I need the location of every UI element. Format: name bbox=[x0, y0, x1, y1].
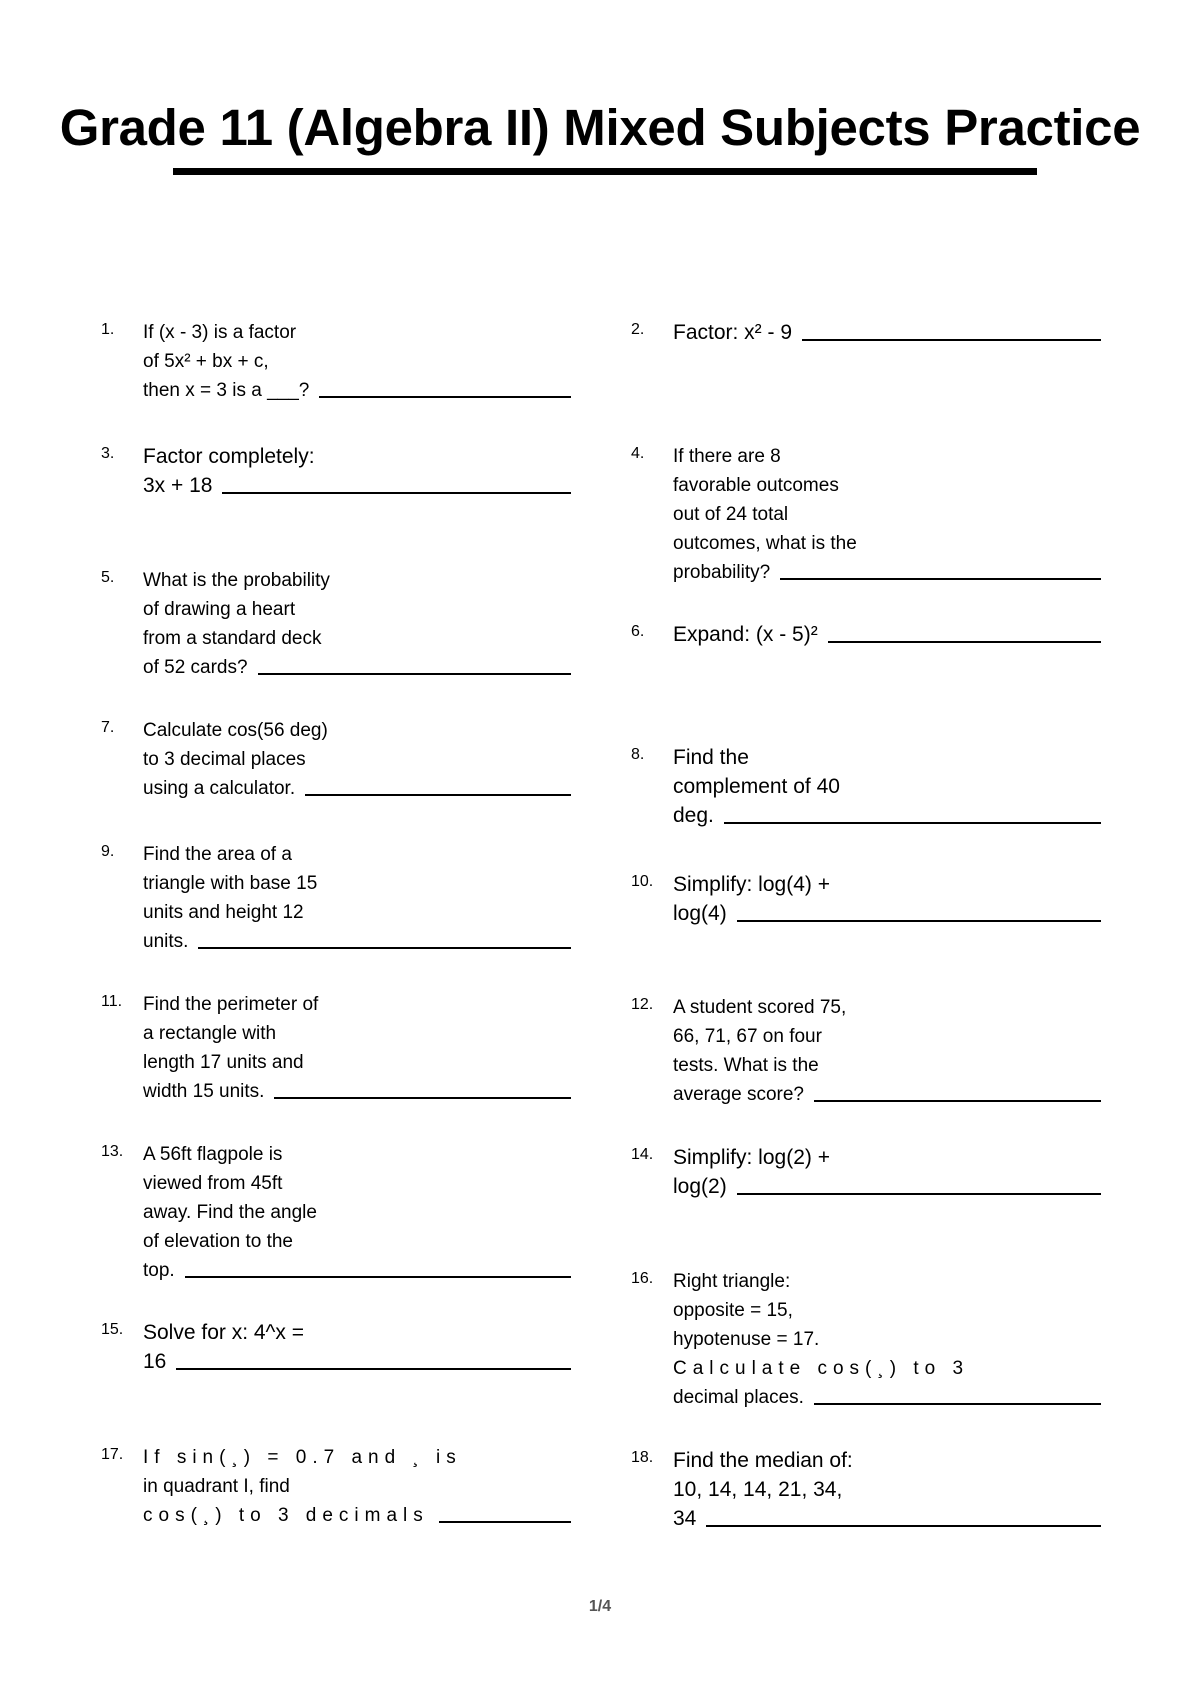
question-text-line: Simplify: log(2) + bbox=[673, 1146, 830, 1169]
question-text-line: width 15 units. bbox=[143, 1081, 265, 1102]
question-number: 14. bbox=[631, 1146, 654, 1163]
question-number: 6. bbox=[631, 623, 645, 640]
question-text-line: probability? bbox=[673, 562, 771, 583]
question-text-line: average score? bbox=[673, 1084, 804, 1105]
question-text-line: complement of 40 bbox=[673, 775, 840, 798]
question-text-line: hypotenuse = 17. bbox=[673, 1329, 820, 1350]
question-number: 3. bbox=[101, 445, 115, 462]
question-number: 7. bbox=[101, 719, 115, 736]
question-number: 13. bbox=[101, 1143, 124, 1160]
question-number: 5. bbox=[101, 569, 115, 586]
answer-blank[interactable] bbox=[222, 492, 571, 494]
answer-blank[interactable] bbox=[176, 1368, 571, 1370]
question-text-line: cos(¸) to 3 decimals bbox=[143, 1505, 429, 1526]
question-text-line: 34 bbox=[673, 1507, 697, 1530]
question-text-line: top. bbox=[143, 1260, 175, 1281]
answer-blank[interactable] bbox=[198, 947, 571, 949]
question-text-line: using a calculator. bbox=[143, 778, 296, 799]
worksheet-title: Grade 11 (Algebra II) Mixed Subjects Practice bbox=[59, 99, 1141, 156]
question-text-line: tests. What is the bbox=[673, 1055, 819, 1076]
question-number: 11. bbox=[101, 993, 123, 1010]
question-text-line: A student scored 75, bbox=[673, 997, 847, 1018]
answer-blank[interactable] bbox=[828, 641, 1101, 643]
question-text-line: viewed from 45ft bbox=[143, 1173, 283, 1194]
question-number: 4. bbox=[631, 445, 645, 462]
question-number: 16. bbox=[631, 1270, 654, 1287]
question-number: 12. bbox=[631, 996, 654, 1013]
question-text-line: Find the bbox=[673, 746, 749, 769]
question-number: 8. bbox=[631, 746, 645, 763]
question-text-line: outcomes, what is the bbox=[673, 533, 857, 554]
question-text-line: Factor: x² - 9 bbox=[673, 321, 793, 344]
answer-blank[interactable] bbox=[802, 339, 1101, 341]
question-text-line: 3x + 18 bbox=[143, 474, 213, 497]
question-text-line: Solve for x: 4^x = bbox=[143, 1321, 305, 1344]
question-text-line: Factor completely: bbox=[143, 445, 315, 468]
question-text-line: decimal places. bbox=[673, 1387, 804, 1408]
question-text-line: of 5x² + bx + c, bbox=[143, 351, 269, 372]
answer-blank[interactable] bbox=[274, 1097, 571, 1099]
answer-blank[interactable] bbox=[814, 1100, 1101, 1102]
question-text-line: If there are 8 bbox=[673, 446, 781, 467]
question-number: 2. bbox=[631, 321, 645, 338]
question-text-line: 10, 14, 14, 21, 34, bbox=[673, 1478, 843, 1501]
question-text-line: from a standard deck bbox=[143, 628, 322, 649]
question-number: 17. bbox=[101, 1446, 124, 1463]
answer-blank[interactable] bbox=[258, 673, 571, 675]
answer-blank[interactable] bbox=[439, 1521, 571, 1523]
answer-blank[interactable] bbox=[724, 822, 1101, 824]
question-text-line: of elevation to the bbox=[143, 1231, 293, 1252]
question-text-line: log(4) bbox=[673, 902, 727, 925]
question-text-line: Calculate cos(¸) to 3 bbox=[673, 1358, 970, 1379]
question-text-line: units and height 12 bbox=[143, 902, 304, 923]
question-text-line: If sin(¸) = 0.7 and ¸ is bbox=[143, 1447, 462, 1468]
question-number: 15. bbox=[101, 1321, 124, 1338]
page-number: 1/4 bbox=[588, 1598, 612, 1615]
question-text-line: to 3 decimal places bbox=[143, 749, 306, 770]
question-text-line: opposite = 15, bbox=[673, 1300, 793, 1321]
title-underline bbox=[173, 168, 1037, 175]
question-text-line: Find the median of: bbox=[673, 1449, 853, 1472]
question-number: 9. bbox=[101, 843, 115, 860]
question-text-line: Right triangle: bbox=[673, 1271, 791, 1292]
question-text-line: 16 bbox=[143, 1350, 167, 1373]
answer-blank[interactable] bbox=[706, 1525, 1101, 1527]
question-number: 18. bbox=[631, 1449, 654, 1466]
question-text-line: Find the perimeter of bbox=[143, 994, 319, 1015]
question-number: 10. bbox=[631, 873, 654, 890]
question-text-line: of drawing a heart bbox=[143, 599, 296, 620]
question-text-line: triangle with base 15 bbox=[143, 873, 318, 894]
answer-blank[interactable] bbox=[737, 920, 1101, 922]
answer-blank[interactable] bbox=[814, 1403, 1101, 1405]
answer-blank[interactable] bbox=[737, 1193, 1101, 1195]
question-text-line: then x = 3 is a ___? bbox=[143, 380, 310, 401]
question-text-line: deg. bbox=[673, 804, 714, 827]
question-text-line: favorable outcomes bbox=[673, 475, 839, 496]
question-text-line: a rectangle with bbox=[143, 1023, 277, 1044]
question-text-line: Find the area of a bbox=[143, 844, 292, 865]
question-text-line: What is the probability bbox=[143, 570, 330, 591]
question-text-line: Expand: (x - 5)² bbox=[673, 623, 818, 646]
question-text-line: 66, 71, 67 on four bbox=[673, 1026, 822, 1047]
answer-blank[interactable] bbox=[305, 794, 571, 796]
question-text-line: of 52 cards? bbox=[143, 657, 248, 678]
question-number: 1. bbox=[101, 321, 115, 338]
question-text-line: Simplify: log(4) + bbox=[673, 873, 830, 896]
question-text-line: length 17 units and bbox=[143, 1052, 304, 1073]
question-text-line: If (x - 3) is a factor bbox=[143, 322, 297, 343]
question-text-line: units. bbox=[143, 931, 189, 952]
answer-blank[interactable] bbox=[185, 1276, 571, 1278]
question-text-line: log(2) bbox=[673, 1175, 727, 1198]
answer-blank[interactable] bbox=[319, 396, 571, 398]
answer-blank[interactable] bbox=[780, 578, 1101, 580]
question-text-line: out of 24 total bbox=[673, 504, 789, 525]
question-text-line: in quadrant I, find bbox=[143, 1476, 290, 1497]
question-text-line: away. Find the angle bbox=[143, 1202, 317, 1223]
question-text-line: A 56ft flagpole is bbox=[143, 1144, 283, 1165]
question-text-line: Calculate cos(56 deg) bbox=[143, 720, 328, 741]
